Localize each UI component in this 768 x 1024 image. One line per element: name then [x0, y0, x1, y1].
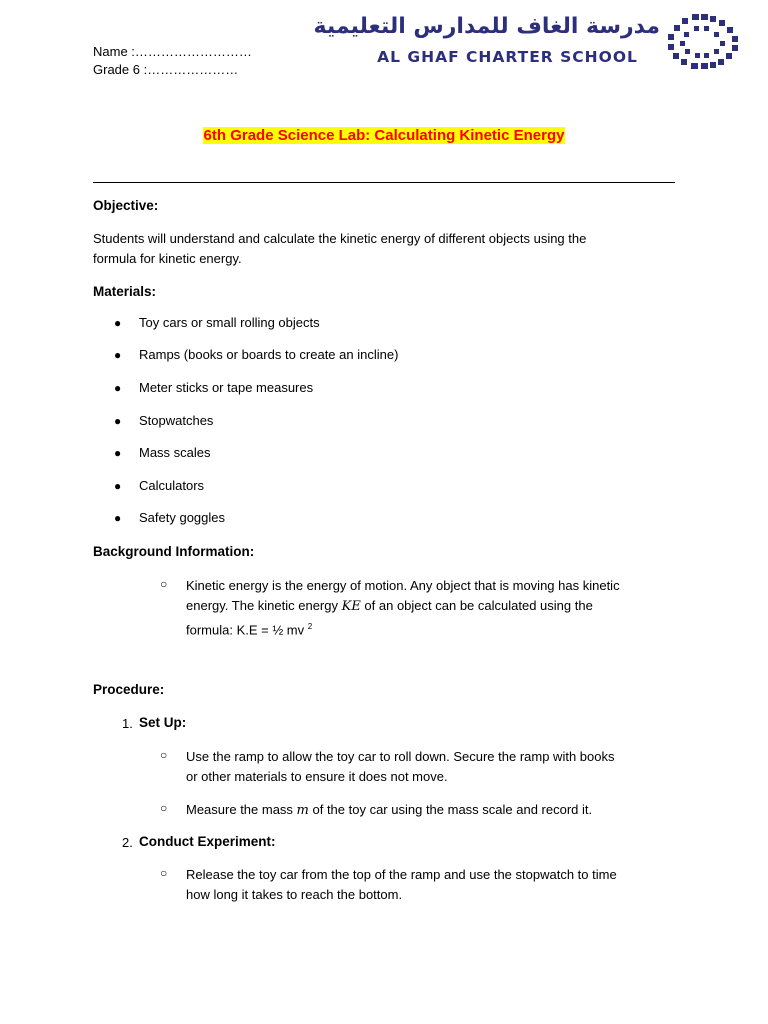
- grade-field-line: Grade 6 :…………………: [93, 62, 239, 77]
- bullet-icon: ●: [114, 316, 122, 330]
- step-text-line1: Use the ramp to allow the toy car to roll down. Secure the ramp with books: [186, 749, 615, 764]
- step-title: Set Up:: [139, 715, 187, 730]
- step-text-line: Measure the mass m of the toy car using the mass scale and record it.: [186, 802, 593, 818]
- bullet-icon: ●: [114, 446, 122, 460]
- step-number: 2.: [122, 835, 133, 850]
- step-title: Conduct Experiment:: [139, 834, 276, 849]
- step-text-line2: how long it takes to reach the bottom.: [186, 887, 403, 902]
- bullet-icon: ●: [114, 479, 122, 493]
- name-field-line: Name :………………………: [93, 44, 252, 59]
- ke-symbol: KE: [341, 599, 361, 614]
- circle-bullet-icon: ○: [160, 866, 168, 880]
- bullet-icon: ●: [114, 381, 122, 395]
- material-item: Ramps (books or boards to create an incline): [139, 347, 399, 362]
- material-item: Stopwatches: [139, 413, 214, 428]
- bullet-icon: ●: [114, 511, 122, 525]
- objective-text-line1: Students will understand and calculate the kinetic energy of different objects using the: [93, 231, 587, 246]
- objective-text-line2: formula for kinetic energy.: [93, 251, 242, 266]
- background-text-line1: Kinetic energy is the energy of motion. Any object that is moving has kinetic: [186, 578, 620, 593]
- background-heading: Background Information:: [93, 544, 255, 559]
- circle-bullet-icon: ○: [160, 801, 168, 815]
- step-text-line1: Release the toy car from the top of the ramp and use the stopwatch to time: [186, 867, 617, 882]
- bullet-icon: ●: [114, 348, 122, 362]
- header-divider: [93, 182, 675, 183]
- step-text-line2: or other materials to ensure it does not move.: [186, 769, 448, 784]
- background-text-line2: energy. The kinetic energy KE of an object can be calculated using the: [186, 598, 593, 614]
- material-item: Safety goggles: [139, 510, 226, 525]
- school-name-arabic: مدرسة الغاف للمدارس التعليمية: [313, 14, 660, 39]
- objective-heading: Objective:: [93, 198, 159, 213]
- materials-heading: Materials:: [93, 284, 157, 299]
- bullet-icon: ●: [114, 414, 122, 428]
- formula-line: formula: K.E = ½ mv $^2$: [186, 622, 313, 638]
- title-text: 6th Grade Science Lab: Calculating Kinetic Energy: [203, 127, 565, 144]
- material-item: Meter sticks or tape measures: [139, 380, 314, 395]
- circle-bullet-icon: ○: [160, 748, 168, 762]
- material-item: Toy cars or small rolling objects: [139, 315, 320, 330]
- material-item: Calculators: [139, 478, 205, 493]
- dotted-circle-logo-icon: [664, 12, 742, 70]
- page-title: [0, 127, 768, 144]
- material-item: Mass scales: [139, 445, 211, 460]
- mass-symbol: m: [296, 803, 309, 818]
- exponent: 2: [307, 622, 313, 631]
- school-name-english: AL GHAF CHARTER SCHOOL: [377, 48, 638, 66]
- step-number: 1.: [122, 716, 133, 731]
- circle-bullet-icon: ○: [160, 577, 168, 591]
- procedure-heading: Procedure:: [93, 682, 165, 697]
